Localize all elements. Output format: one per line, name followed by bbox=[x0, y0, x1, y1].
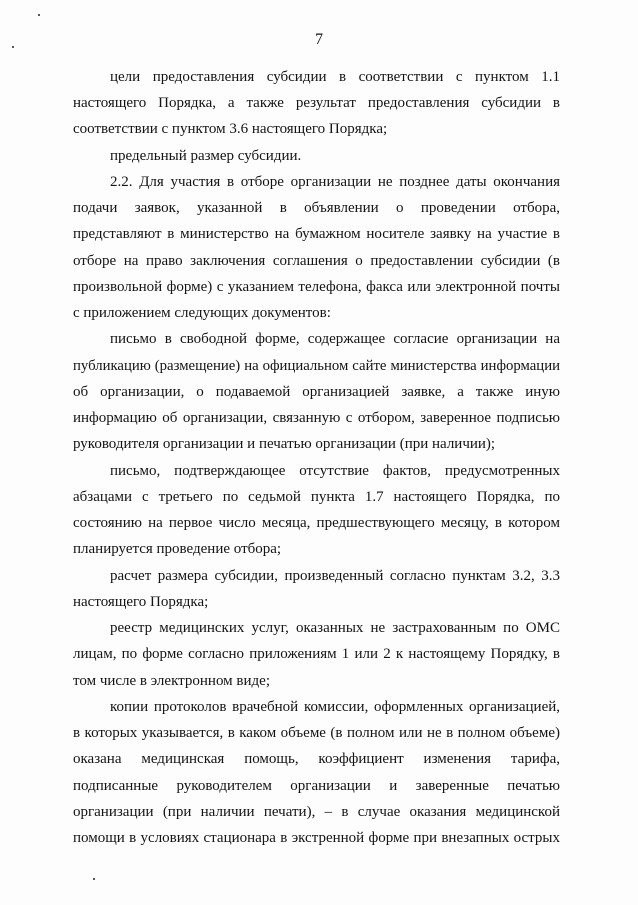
text-line: том числе в электронном виде; bbox=[73, 673, 270, 689]
text-line: помощи в условиях стационара в экстренной форме при внезапных острых bbox=[73, 830, 560, 846]
text-line: подачи заявок, указанной в объявлении о проведении отбора, bbox=[73, 200, 560, 216]
text-line: оказана медицинская помощь, коэффициент изменения тарифа, bbox=[73, 751, 560, 767]
text-line: письмо, подтверждающее отсутствие фактов, предусмотренных bbox=[110, 463, 560, 479]
text-line: лицам, по форме согласно приложениям 1 или 2 к настоящему Порядку, в bbox=[73, 646, 560, 662]
text-line: настоящего Порядка, а также результат предоставления субсидии в bbox=[73, 95, 560, 111]
text-line: абзацами с третьего по седьмой пункта 1.7 настоящего Порядка, по bbox=[73, 489, 560, 505]
scan-speck bbox=[38, 14, 40, 16]
page-number: 7 bbox=[315, 31, 323, 48]
text-line: соответствии с пунктом 3.6 настоящего Порядка; bbox=[73, 121, 388, 137]
text-line: копии протоколов врачебной комиссии, оформленных организацией, bbox=[110, 699, 560, 715]
text-line: 2.2. Для участия в отборе организации не позднее даты окончания bbox=[110, 174, 560, 190]
scan-speck bbox=[12, 46, 14, 48]
text-line: информацию об организации, связанную с отбором, заверенное подписью bbox=[73, 410, 560, 426]
text-line: предельный размер субсидии. bbox=[110, 148, 302, 164]
text-line: об организации, о подаваемой организацией заявке, а также иную bbox=[73, 384, 560, 400]
text-line: отборе на право заключения соглашения о предоставлении субсидии (в bbox=[73, 253, 560, 269]
text-line: цели предоставления субсидии в соответствии с пунктом 1.1 bbox=[110, 69, 560, 85]
text-line: состоянию на первое число месяца, предшествующего месяцу, в котором bbox=[73, 515, 560, 531]
text-line: подписанные руководителем организации и заверенные печатью bbox=[73, 778, 560, 794]
scan-speck bbox=[93, 878, 95, 880]
text-line: произвольной форме) с указанием телефона, факса или электронной почты bbox=[73, 279, 560, 295]
text-line: письмо в свободной форме, содержащее согласие организации на bbox=[110, 331, 560, 347]
text-line: руководителя организации и печатью организации (при наличии); bbox=[73, 436, 496, 452]
text-line: представляют в министерство на бумажном носителе заявку на участие в bbox=[73, 226, 560, 242]
text-line: публикацию (размещение) на официальном сайте министерства информации bbox=[73, 358, 560, 374]
text-line: в которых указывается, в каком объеме (в полном или не в полном объеме) bbox=[73, 725, 560, 741]
text-line: реестр медицинских услуг, оказанных не застрахованным по ОМС bbox=[110, 620, 560, 636]
text-line: планируется проведение отбора; bbox=[73, 541, 282, 557]
text-line: расчет размера субсидии, произведенный согласно пунктам 3.2, 3.3 bbox=[110, 568, 560, 584]
text-line: с приложением следующих документов: bbox=[73, 305, 331, 321]
text-line: настоящего Порядка; bbox=[73, 594, 209, 610]
text-line: организации (при наличии печати), – в случае оказания медицинской bbox=[73, 804, 560, 820]
